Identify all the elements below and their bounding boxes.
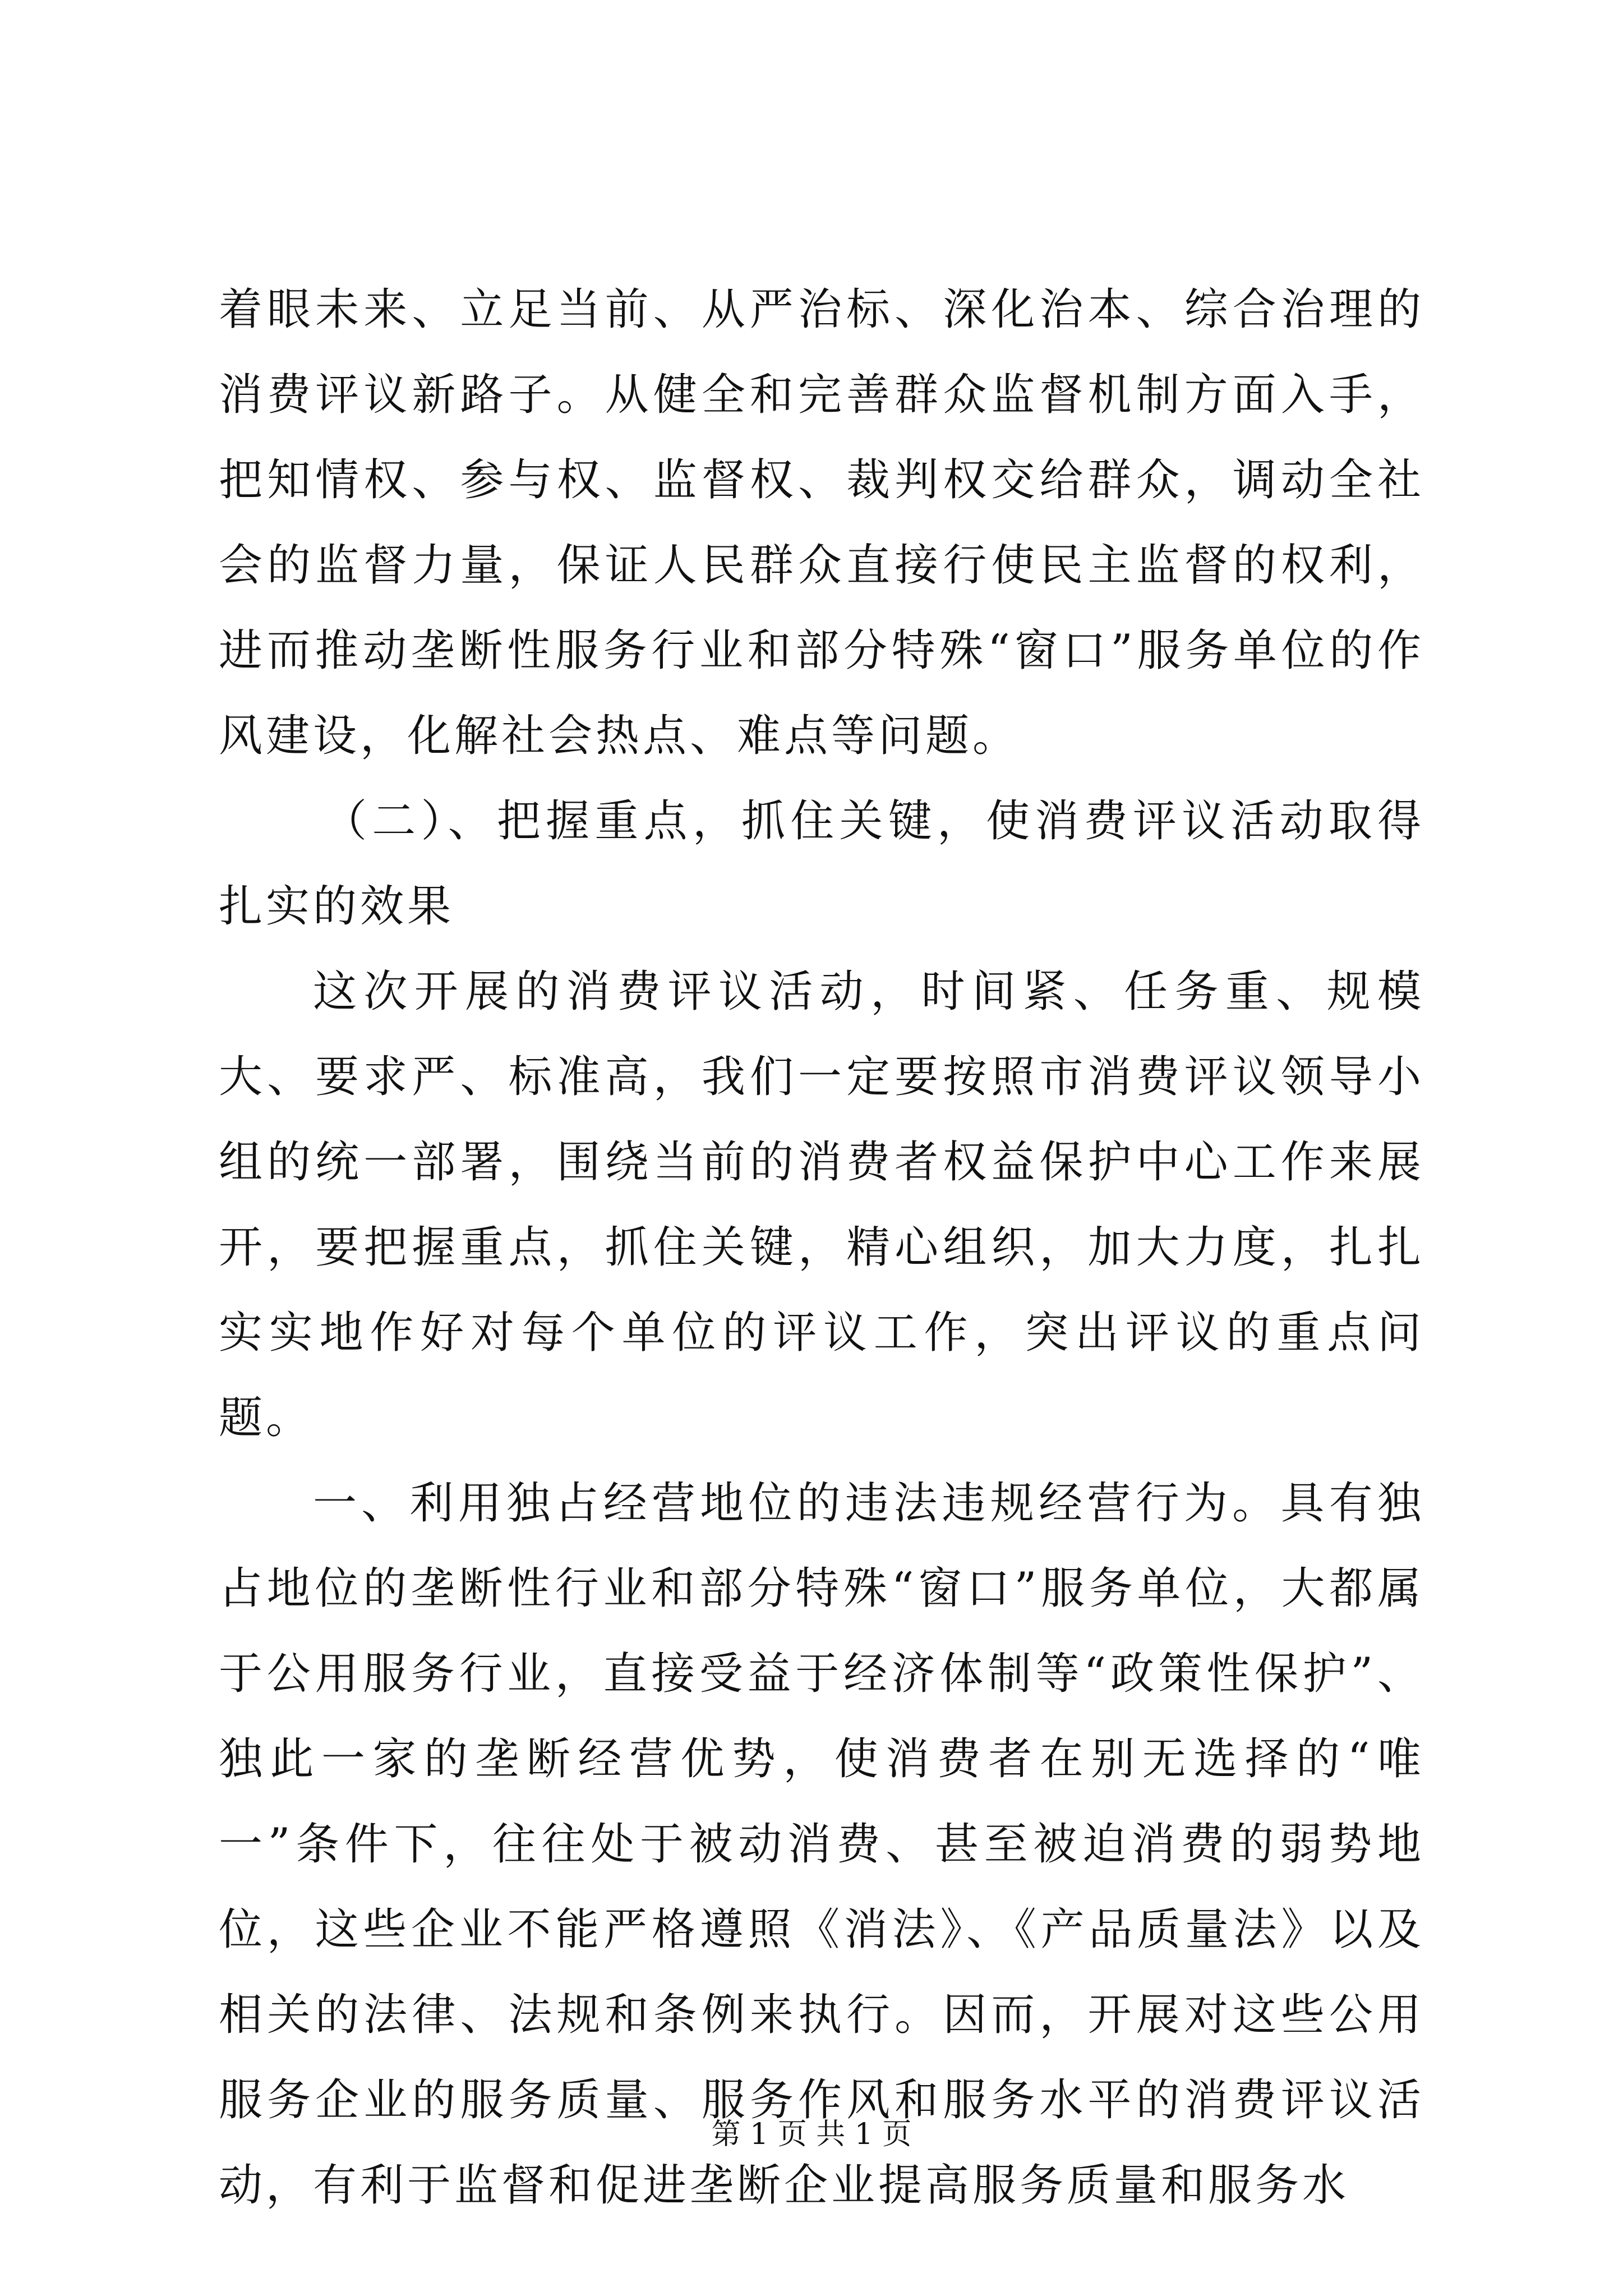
paragraph-continuation: 着眼未来、立足当前、从严治标、深化治本、综合治理的消费评议新路子。从健全和完善群众监督机制方面入手，把知情权、参与权、监督权、裁判权交给群众，调动全社会的监督力量，保证人民群众直接行使民主监督的权利，进而推动垄断性服务行业和部分特殊“窗口”服务单位的作风建设，化解社会热点、难点等问题。 xyxy=(219,284,1424,761)
section-heading: （二）、把握重点，抓住关键，使消费评议活动取得扎实的效果 xyxy=(219,796,1424,932)
paragraph-activity: 这次开展的消费评议活动，时间紧、任务重、规模大、要求严、标准高，我们一定要按照市消费评议领导小组的统一部署，围绕当前的消费者权益保护中心工作来展开，要把握重点，抓住关键，精心组织，加大力度，扎扎实实地作好对每个单位的评议工作，突出评议的重点问题。 xyxy=(219,967,1424,1443)
paragraph-point-one: 一、利用独占经营地位的违法违规经营行为。具有独占地位的垄断性行业和部分特殊“窗口”服务单位，大都属于公用服务行业，直接受益于经济体制等“政策性保护”、独此一家的垄断经营优势，使消费者在别无选择的“唯一”条件下，往往处于被动消费、甚至被迫消费的弱势地位，这些企业不能严格遵照《消法》、《产品质量法》以及相关的法律、法规和条例来执行。因而，开展对这些公用服务企业的服务质量、服务作风和服务水平的消费评议活动，有利于监督和促进垄断企业提高服务质量和服务水 xyxy=(219,1478,1424,2211)
page-footer: 第 1 页 共 1 页 xyxy=(711,2118,912,2151)
document-body xyxy=(219,267,1424,2228)
